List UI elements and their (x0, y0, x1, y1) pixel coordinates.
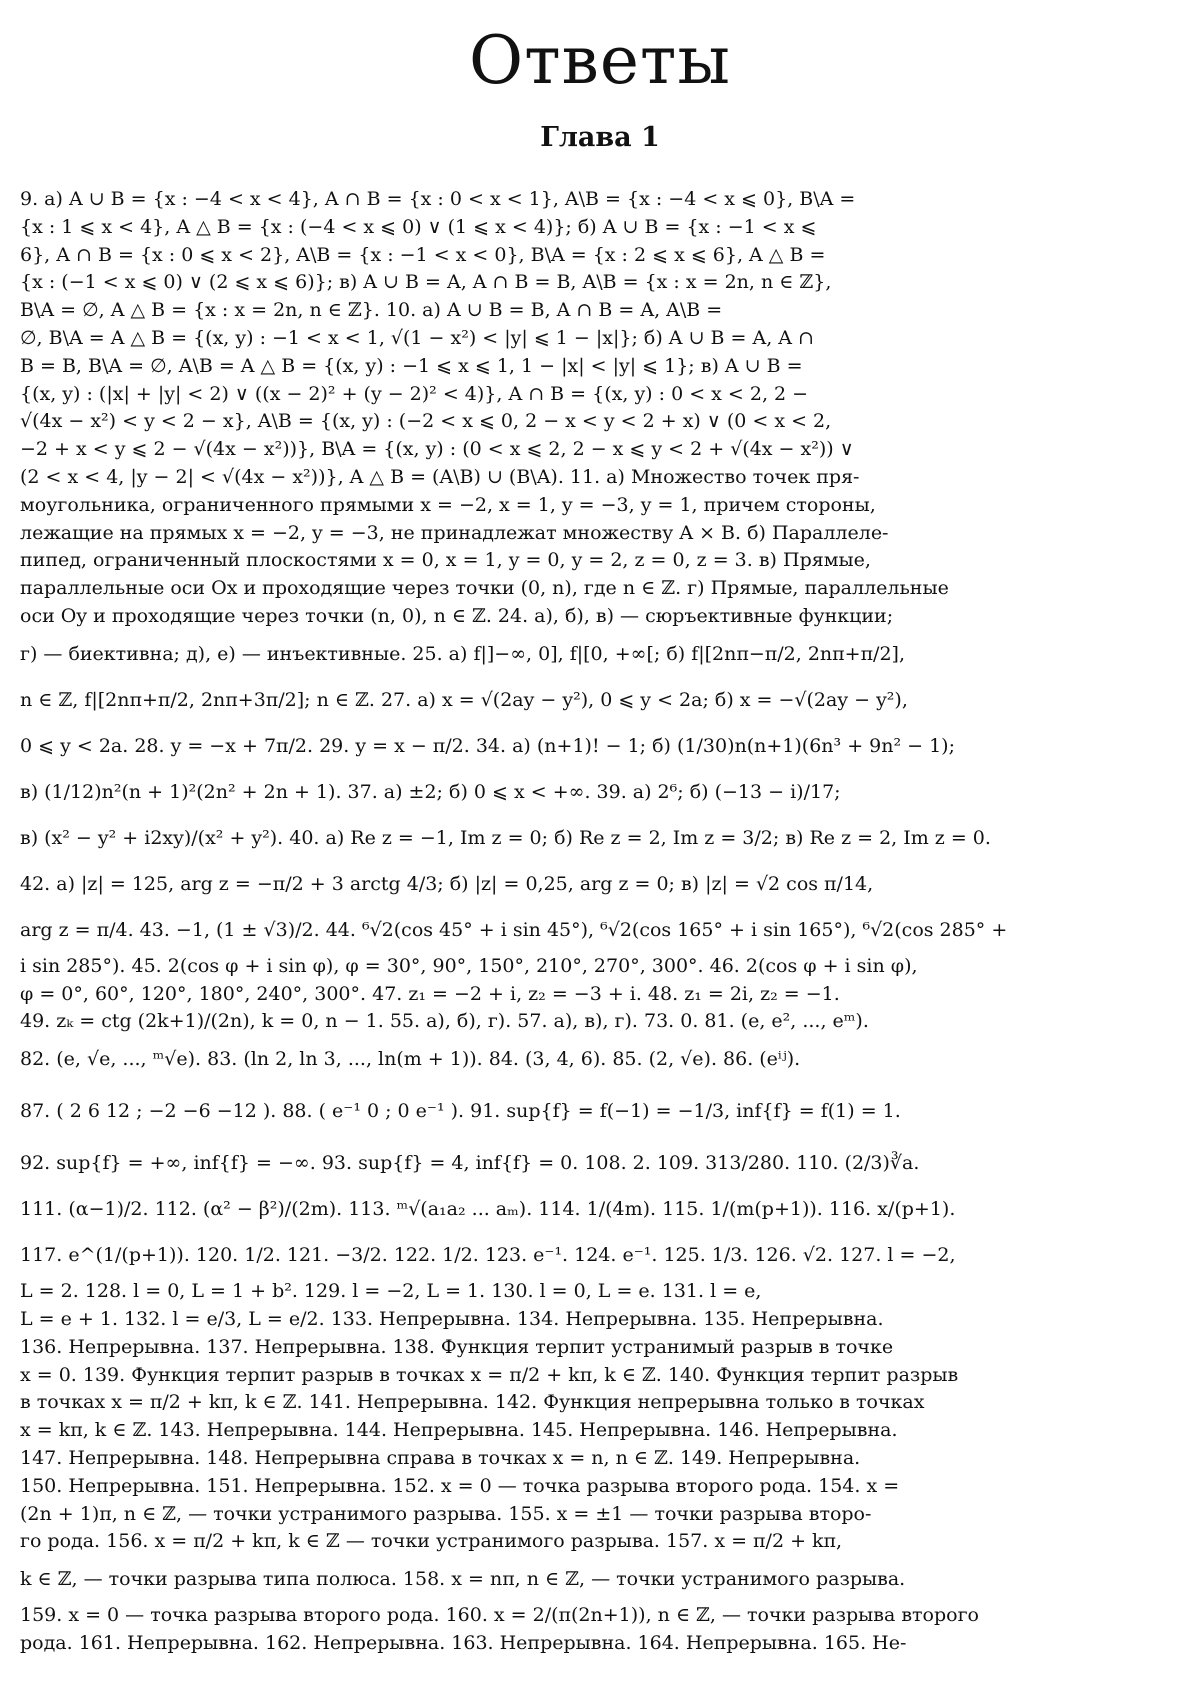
answer-line: 42. a) |z| = 125, arg z = −π/2 + 3 arctg 4/3; б) |z| = 0,25, arg z = 0; в) |z| = √2 cos π/14, (20, 872, 874, 895)
answer-line: (2n + 1)π, n ∈ ℤ, — точки устранимого разрыва. 155. x = ±1 — точки разрыва второ- (20, 1502, 872, 1525)
answer-line: arg z = π/4. 43. −1, (1 ± √3)/2. 44. ⁶√2(cos 45° + i sin 45°), ⁶√2(cos 165° + i sin 165°), ⁶√2(cos 285° + (20, 918, 1008, 941)
answer-line: г) — биективна; д), е) — инъективные. 25. a) f|]−∞, 0], f|[0, +∞[; б) f|[2nπ−π/2, 2nπ+π/2], (20, 642, 906, 665)
answer-line: 49. zₖ = ctg (2k+1)/(2n), k = 0, n − 1. 55. a), б), г). 57. a), в), г). 73. 0. 81. (e, e², ..., eᵐ). (20, 1010, 869, 1033)
chapter-heading: Глава 1 (540, 122, 660, 153)
answer-line: {x : (−1 < x ⩽ 0) ∨ (2 ⩽ x ⩽ 6)}; в) A ∪ B = A, A ∩ B = B, A\B = {x : x = 2n, n ∈ ℤ}, (20, 271, 832, 294)
answer-line: 92. sup{f} = +∞, inf{f} = −∞. 93. sup{f} = 4, inf{f} = 0. 108. 2. 109. 313/280. 110. (2/3)∛a. (20, 1152, 920, 1175)
answer-line: {x : 1 ⩽ x < 4}, A △ B = {x : (−4 < x ⩽ 0) ∨ (1 ⩽ x < 4)}; б) A ∪ B = {x : −1 < x ⩽ (20, 215, 817, 238)
answer-line: i sin 285°). 45. 2(cos φ + i sin φ), φ = 30°, 90°, 150°, 210°, 270°, 300°. 46. 2(cos φ + i sin φ), (20, 954, 918, 977)
answer-line: 147. Непрерывна. 148. Непрерывна справа в точках x = n, n ∈ ℤ. 149. Непрерывна. (20, 1446, 861, 1469)
answer-line: 150. Непрерывна. 151. Непрерывна. 152. x = 0 — точка разрыва второго рода. 154. x = (20, 1474, 900, 1497)
answer-line: 9. a) A ∪ B = {x : −4 < x < 4}, A ∩ B = {x : 0 < x < 1}, A\B = {x : −4 < x ⩽ 0}, B\A = (20, 188, 856, 210)
answer-line: пипед, ограниченный плоскостями x = 0, x = 1, y = 0, y = 2, z = 0, z = 3. в) Прямые, (20, 549, 871, 572)
page-title: Ответы (469, 22, 731, 99)
answer-line: параллельные оси Ox и проходящие через точки (0, n), где n ∈ ℤ. г) Прямые, параллельные (20, 577, 949, 600)
answer-line: k ∈ ℤ, — точки разрыва типа полюса. 158. x = nπ, n ∈ ℤ, — точки устранимого разрыва. (20, 1568, 906, 1591)
answer-line: в точках x = π/2 + kπ, k ∈ ℤ. 141. Непрерывна. 142. Функция непрерывна только в точках (20, 1391, 925, 1414)
answer-line: 82. (e, √e, ..., ᵐ√e). 83. (ln 2, ln 3, ..., ln(m + 1)). 84. (3, 4, 6). 85. (2, √e). 86. (eⁱʲ). (20, 1048, 801, 1071)
answer-line: √(4x − x²) < y < 2 − x}, A\B = {(x, y) : (−2 < x ⩽ 0, 2 − x < y < 2 + x) ∨ (0 < x < 2, (20, 410, 832, 433)
answer-line: в) (x² − y² + i2xy)/(x² + y²). 40. a) Re z = −1, Im z = 0; б) Re z = 2, Im z = 3/2; в) Re z = 2, Im z = 0. (20, 826, 991, 849)
answer-line: 87. ( 2 6 12 ; −2 −6 −12 ). 88. ( e⁻¹ 0 ; 0 e⁻¹ ). 91. sup{f} = f(−1) = −1/3, inf{f} = f(1) = 1. (20, 1100, 901, 1123)
answer-line: (2 < x < 4, |y − 2| < √(4x − x²))}, A △ B = (A\B) ∪ (B\A). 11. a) Множество точек пря- (20, 465, 860, 488)
answer-line: моугольника, ограниченного прямыми x = −2, x = 1, y = −3, y = 1, причем стороны, (20, 493, 876, 516)
answer-line: L = 2. 128. l = 0, L = 1 + b². 129. l = −2, L = 1. 130. l = 0, L = e. 131. l = e, (20, 1280, 762, 1303)
answer-line: B\A = ∅, A △ B = {x : x = 2n, n ∈ ℤ}. 10. a) A ∪ B = B, A ∩ B = A, A\B = (20, 299, 723, 322)
answer-line: лежащие на прямых x = −2, y = −3, не принадлежат множеству A × B. б) Параллеле- (20, 521, 889, 544)
answer-line: рода. 161. Непрерывна. 162. Непрерывна. 163. Непрерывна. 164. Непрерывна. 165. Не- (20, 1631, 907, 1654)
answers-text (20, 186, 1180, 1658)
answer-line: x = 0. 139. Функция терпит разрыв в точках x = π/2 + kπ, k ∈ ℤ. 140. Функция терпит разрыв (20, 1363, 959, 1386)
answer-line: 6}, A ∩ B = {x : 0 ⩽ x < 2}, A\B = {x : −1 < x < 0}, B\A = {x : 2 ⩽ x ⩽ 6}, A △ B = (20, 243, 826, 266)
answer-line: φ = 0°, 60°, 120°, 180°, 240°, 300°. 47. z₁ = −2 + i, z₂ = −3 + i. 48. z₁ = 2i, z₂ = −1. (20, 982, 840, 1005)
answer-line: x = kπ, k ∈ ℤ. 143. Непрерывна. 144. Непрерывна. 145. Непрерывна. 146. Непрерывна. (20, 1419, 898, 1442)
answer-line: 0 ⩽ y < 2a. 28. y = −x + 7π/2. 29. y = x − π/2. 34. a) (n+1)! − 1; б) (1/30)n(n+1)(6n³ + 9n² − 1); (20, 734, 955, 757)
answer-line: B = B, B\A = ∅, A\B = A △ B = {(x, y) : −1 ⩽ x ⩽ 1, 1 − |x| < |y| ⩽ 1}; в) A ∪ B = (20, 354, 803, 377)
answer-line: {(x, y) : (|x| + |y| < 2) ∨ ((x − 2)² + (y − 2)² < 4)}, A ∩ B = {(x, y) : 0 < x < 2, 2 − (20, 382, 809, 405)
answer-line: в) (1/12)n²(n + 1)²(2n² + 2n + 1). 37. a) ±2; б) 0 ⩽ x < +∞. 39. a) 2⁶; б) (−13 − i)/17; (20, 780, 841, 803)
answer-line: 111. (α−1)/2. 112. (α² − β²)/(2m). 113. ᵐ√(a₁a₂ ... aₘ). 114. 1/(4m). 115. 1/(m(p+1)). 116. x/(p+1). (20, 1198, 956, 1221)
answer-line: ∅, B\A = A △ B = {(x, y) : −1 < x < 1, √(1 − x²) < |y| ⩽ 1 − |x|}; б) A ∪ B = A, A ∩ (20, 326, 814, 349)
answer-line: 136. Непрерывна. 137. Непрерывна. 138. Функция терпит устранимый разрыв в точке (20, 1335, 894, 1358)
answer-line: го рода. 156. x = π/2 + kπ, k ∈ ℤ — точки устранимого разрыва. 157. x = π/2 + kπ, (20, 1530, 843, 1553)
answer-line: L = e + 1. 132. l = e/3, L = e/2. 133. Непрерывна. 134. Непрерывна. 135. Непрерывна. (20, 1307, 884, 1330)
answer-line: 159. x = 0 — точка разрыва второго рода. 160. x = 2/(π(2n+1)), n ∈ ℤ, — точки разрыва второго (20, 1604, 979, 1627)
answer-line: n ∈ ℤ, f|[2nπ+π/2, 2nπ+3π/2]; n ∈ ℤ. 27. a) x = √(2ay − y²), 0 ⩽ y < 2a; б) x = −√(2ay − y²), (20, 688, 908, 711)
answer-line: −2 + x < y ⩽ 2 − √(4x − x²))}, B\A = {(x, y) : (0 < x ⩽ 2, 2 − x ⩽ y < 2 + √(4x − x²)) ∨ (20, 438, 854, 461)
answer-line: оси Oy и проходящие через точки (n, 0), n ∈ ℤ. 24. a), б), в) — сюръективные функции; (20, 604, 894, 627)
answer-line: 117. e^(1/(p+1)). 120. 1/2. 121. −3/2. 122. 1/2. 123. e⁻¹. 124. e⁻¹. 125. 1/3. 126. √2. 127. l = −2, (20, 1244, 956, 1267)
